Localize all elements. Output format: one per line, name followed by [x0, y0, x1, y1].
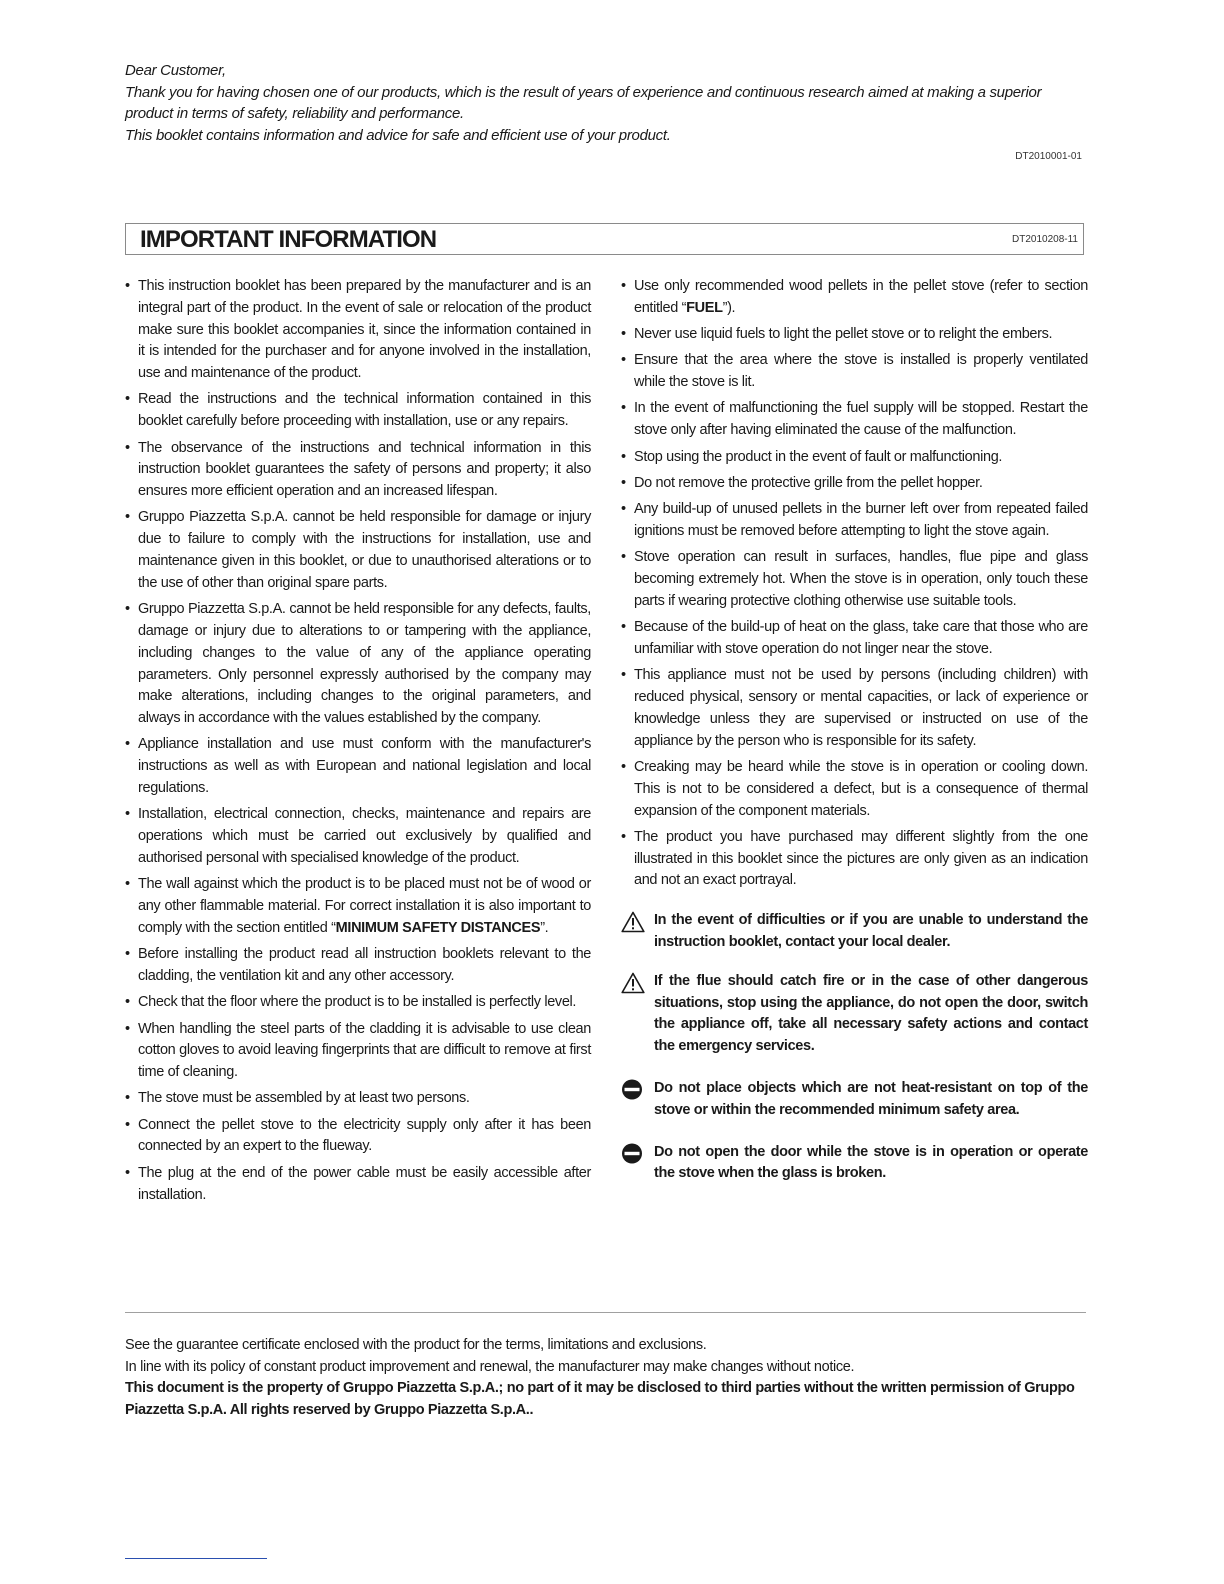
list-item: • This instruction booklet has been prepared by the manufacturer and is an integral part of the product. In the event of sale or relocation of the product make sure this booklet accompanies it, since the information contained in it is intended for the purchaser and for anyone involved in the installation, use and maintenance of the product.: [125, 278, 591, 382]
left-bullet-list: [125, 276, 591, 1206]
list-item: • Before installing the product read all instruction booklets relevant to the cladding, the ventilation kit and any other accessory.: [125, 946, 591, 984]
list-item: • Any build-up of unused pellets in the burner left over from repeated failed ignitions must be removed before attempting to light the stove again.: [621, 501, 1088, 539]
list-item: • Appliance installation and use must conform with the manufacturer's instructions as well as with European and national legislation and local regulations.: [125, 736, 591, 797]
intro-booklet: This booklet contains information and advice for safe and efficient use of your product.: [125, 126, 671, 144]
warning-triangle-icon: [621, 972, 645, 994]
list-item: • The stove must be assembled by at least two persons.: [125, 1090, 470, 1107]
intro-greeting: Dear Customer,: [125, 62, 226, 79]
left-column: [125, 276, 591, 1211]
list-item-fuel: • Use only recommended wood pellets in the pellet stove (refer to section entitled “FUEL”).: [621, 278, 1088, 316]
list-item: • Stove operation can result in surfaces, handles, flue pipe and glass becoming extremely hot. When the stove is in operation, only touch these parts if wearing protective clothing otherwise use suitable tools.: [621, 549, 1088, 609]
notice-heat: Do not place objects which are not heat-resistant on top of the stove or within the recommended minimum safety area.: [621, 1078, 1088, 1122]
list-item: • Because of the build-up of heat on the glass, take care that those who are unfamiliar with stove operation do not linger near the stove.: [621, 619, 1088, 657]
section-header: [125, 223, 1084, 255]
intro-doc-code: DT2010001-01: [1015, 151, 1082, 162]
list-item: • Check that the floor where the product is to be installed is perfectly level.: [125, 994, 577, 1011]
footer: [125, 1335, 1088, 1421]
section-reference: FUEL: [686, 299, 723, 316]
list-item: • Installation, electrical connection, checks, maintenance and repairs are operations which must be carried out exclusively by qualified and authorised personal with specialised knowledge of the product.: [125, 806, 591, 866]
footer-improvement: In line with its policy of constant product improvement and renewal, the manufacturer may make changes without notice.: [125, 1358, 855, 1375]
notice-dealer: In the event of difficulties or if you are unable to understand the instruction booklet, contact your local dealer.: [621, 910, 1088, 954]
section-title: IMPORTANT INFORMATION: [140, 226, 437, 253]
notice-door: Do not open the door while the stove is in operation or operate the stove when the glass is broken.: [621, 1142, 1088, 1186]
list-item: • The observance of the instructions and technical information in this instruction booklet guarantees the safety of persons and property; it also ensures more efficient operation and an increased lifespan.: [125, 439, 591, 500]
footer-divider: [125, 1312, 1086, 1313]
list-item: • Ensure that the area where the stove is installed is properly ventilated while the stove is lit.: [621, 352, 1088, 391]
list-item: • Gruppo Piazzetta S.p.A. cannot be held responsible for damage or injury due to failure to comply with the instructions for installation, use and maintenance given in this booklet, or due to unauthorised alterations or to the use of other than original spare parts.: [125, 509, 591, 591]
list-item: • In the event of malfunctioning the fuel supply will be stopped. Restart the stove only after having eliminated the cause of the malfunction.: [621, 400, 1088, 439]
list-item-wall: • The wall against which the product is to be placed must not be of wood or any other flammable material. For correct installation it is also important to comply with the section entitled “MINIMUM SAFETY DISTANCES”.: [125, 876, 591, 936]
warning-triangle-icon: [621, 911, 645, 933]
notice-fire: If the flue should catch fire or in the case of other dangerous situations, stop using the appliance, do not open the door, switch the appliance off, take all necessary safety actions and contact the emergency services.: [621, 971, 1088, 1058]
intro-thanks: Thank you for having chosen one of our products, which is the result of years of experience and continuous research aimed at making a superior product in terms of safety, reliability and performance.: [125, 83, 1042, 122]
footnote-line: [125, 1558, 267, 1559]
list-item: • Connect the pellet stove to the electricity supply only after it has been connected by an expert to the flueway.: [125, 1116, 591, 1155]
no-entry-icon: [621, 1143, 645, 1165]
list-item: • When handling the steel parts of the cladding it is advisable to use clean cotton gloves to avoid leaving fingerprints that are difficult to remove at first time of cleaning.: [125, 1020, 591, 1081]
footer-guarantee: See the guarantee certificate enclosed with the product for the terms, limitations and exclusions.: [125, 1337, 707, 1353]
footer-property: This document is the property of Gruppo Piazzetta S.p.A.; no part of it may be disclosed to third parties without the written permission of Gruppo Piazzetta S.p.A. All rights reserved by Gruppo Piazzetta S.p.A..: [125, 1380, 1075, 1418]
list-item: • Never use liquid fuels to light the pellet stove or to relight the embers.: [621, 326, 1053, 343]
list-item: • The product you have purchased may different slightly from the one illustrated in this booklet since the pictures are only given as an indication and not an exact portrayal.: [621, 828, 1088, 889]
no-entry-icon: [621, 1079, 645, 1101]
right-bullet-list: [621, 276, 1088, 892]
list-item: • The plug at the end of the power cable must be easily accessible after installation.: [125, 1164, 591, 1203]
list-item: • This appliance must not be used by persons (including children) with reduced physical, sensory or mental capacities, or lack of experience or knowledge unless they are supervised or instructed on use of the appliance by the person who is responsible for its safety.: [621, 667, 1088, 749]
intro-block: [125, 60, 1090, 146]
section-doc-code: DT2010208-11: [1012, 234, 1078, 245]
list-item: • Creaking may be heard while the stove is in operation or cooling down. This is not to be considered a defect, but is a consequence of thermal expansion of the component materials.: [621, 758, 1088, 819]
list-item: • Gruppo Piazzetta S.p.A. cannot be held responsible for any defects, faults, damage or injury due to alterations to or tampering with the appliance, including changes to the value of any of the appliance operating parameters. Only personnel expressly authorised by the company may make alterations, including changes to the original parameters, and always in accordance with the values established by the company.: [125, 601, 591, 727]
section-reference: MINIMUM SAFETY DISTANCES: [335, 919, 541, 936]
right-column: [621, 276, 1088, 1185]
list-item: • Read the instructions and the technical information contained in this booklet carefully before proceeding with installation, use or any repairs.: [125, 391, 591, 430]
list-item: • Stop using the product in the event of fault or malfunctioning.: [621, 448, 1003, 465]
list-item: • Do not remove the protective grille from the pellet hopper.: [621, 474, 983, 491]
